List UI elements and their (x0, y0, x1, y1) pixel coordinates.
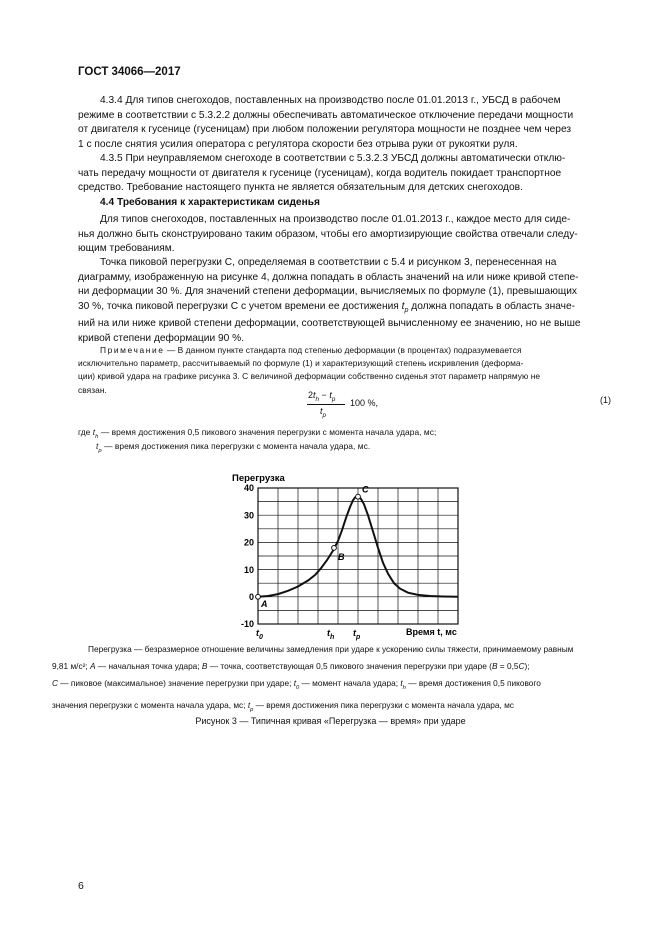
text-run: — время достижения пика перегрузки с момента начала удара, мс (253, 700, 514, 710)
text-run: должна попадать в область значе- (408, 300, 576, 312)
note-line: ции) кривой удара на графике рисунка 3. С величиной деформации собственно сиденья этот параметр напрямую не (78, 371, 541, 382)
point-label-a: A (261, 598, 268, 609)
point-c (356, 494, 361, 499)
symbol-c: С (518, 661, 525, 671)
point-b (332, 545, 337, 550)
x-tick-tp (353, 628, 361, 641)
where-text: — время достижения пика перегрузки с момента начала удара, мс. (101, 441, 371, 451)
y-tick-label: 20 (243, 537, 254, 548)
text-line: нья должно быть сконструировано таким образом, чтобы его амортизирующие свойства отвечали следу- (78, 228, 578, 240)
variable-t: t (401, 300, 405, 312)
text-line: 4.3.4 Для типов снегоходов, поставленных на производство после 01.01.2013 г., УБСД в рабочем (100, 95, 561, 106)
symbol-b: В (201, 661, 208, 671)
where-var: t (96, 441, 99, 451)
legend-line (52, 658, 573, 675)
formula-tail: 100 %, (350, 398, 379, 408)
text-run: = 0,5 (497, 661, 519, 671)
where-prefix: где (78, 427, 93, 437)
text-line: кривой степени деформации 90 %. (78, 332, 245, 344)
text-line: ющим требованиям. (78, 243, 175, 255)
document-header: ГОСТ 34066—2017 (78, 66, 181, 78)
text-line: 1 с после снятия усилия оператора с регулятора скорости без отрыва руки от рукоятки руля. (78, 138, 518, 150)
page-number: 6 (78, 880, 84, 892)
x-tick-var: t (256, 628, 259, 638)
text-run: — точка, соответствующая 0,5 пикового значения перегрузки при ударе ( (207, 661, 492, 671)
text-line: ни деформации 30 %. Для значений степени деформации, вычисляемых по формуле (1), превышающих (78, 286, 578, 298)
text-line: диаграмму, изображенную на рисунке 4, должна попадать в область значений на или ниже кривой степе- (78, 271, 579, 283)
symbol-b: В (491, 661, 498, 671)
chart-grid (258, 488, 458, 624)
x-tick-sub: p (356, 634, 361, 641)
symbol-t: t (293, 678, 296, 688)
symbol-sub: p (250, 707, 254, 713)
y-tick-label: -10 (240, 619, 254, 630)
text-line: Точка пиковой перегрузки С, определяемая в соответствии с 5.4 и рисунком 3, перенесенная на (100, 257, 557, 268)
text-line: Для типов снегоходов, поставленных на производство после 01.01.2013 г., каждое место для сиде- (100, 214, 571, 225)
text-line: от двигателя к гусенице (гусеницам) при любом положении регулятора мощности не позднее чем через (78, 124, 572, 136)
formula-var: t (329, 390, 332, 400)
paragraph-4-4-intro (78, 213, 578, 257)
paragraph-4-4-peak (78, 256, 581, 347)
text-run: — пиковое (максимальное) значение перегрузки при ударе; (58, 678, 294, 688)
y-tick-label: 40 (243, 483, 254, 494)
paragraph-4-3-5 (78, 152, 566, 196)
paragraph-4-3-4 (78, 94, 574, 152)
x-tick-var: t (353, 628, 356, 638)
legend-line: Перегрузка — безразмерное отношение величины замедления при ударе к ускорению силы тяжести, принимаемому равным (88, 644, 574, 654)
symbol-sub: 0 (296, 685, 300, 691)
symbol-t: t (400, 678, 403, 688)
where-var: t (92, 427, 96, 437)
y-tick-labels (241, 483, 254, 629)
y-tick-label: 30 (243, 510, 254, 521)
symbol-a: А (89, 661, 96, 671)
formula-denominator (320, 406, 326, 419)
chart-title: Перегрузка (232, 473, 285, 484)
y-tick-label: 0 (248, 592, 254, 602)
symbol-sub: h (402, 685, 406, 691)
where-sub: h (95, 434, 99, 440)
text-line: ний на или ниже кривой степени деформации, соответствующей вычисленному ее значению, но не выше (78, 318, 581, 330)
text-run: — начальная точка удара; (95, 661, 202, 671)
x-tick-th (327, 628, 334, 641)
symbol-t: t (247, 700, 251, 710)
text-run: — время достижения 0,5 пикового (405, 678, 541, 688)
formula-minus: − (319, 390, 330, 400)
figure-legend (52, 641, 574, 719)
symbol-c: С (52, 678, 58, 688)
text-line (78, 300, 581, 318)
text-line: чать передачу мощности от двигателя к гусенице (гусеницам), когда водитель покидает транспортное (78, 167, 562, 179)
point-label-b: B (338, 551, 345, 562)
formula-numerator (308, 390, 335, 403)
note-label: Примечание (100, 345, 165, 355)
formula-var: t (313, 390, 316, 400)
x-axis-label: Время t, мс (406, 627, 457, 637)
note-line (100, 344, 540, 357)
where-sub: p (98, 448, 102, 454)
text-line: 4.3.5 При неуправляемом снегоходе в соответствии с 5.3.2.3 УБСД должны автоматически отклю- (100, 153, 566, 164)
formula-number: (1) (600, 395, 611, 405)
legend-line (52, 675, 573, 697)
text-run: 30 %, точка пиковой перегрузки С с учетом времени ее достижения (78, 300, 402, 312)
x-tick-sub: 0 (259, 634, 263, 641)
text-run: ); (524, 661, 530, 671)
overload-time-chart (228, 470, 468, 642)
formula-sub: p (331, 396, 336, 403)
fraction-bar (307, 404, 345, 405)
x-tick-t0 (256, 628, 263, 641)
formula-coef: 2 (308, 390, 314, 400)
formula-sub: h (315, 396, 320, 403)
section-heading-4-4: 4.4 Требования к характеристикам сиденья (100, 197, 320, 208)
subscript-p: p (404, 305, 409, 314)
y-tick-label: 10 (243, 564, 254, 575)
text-run: — момент начала удара; (299, 678, 401, 688)
point-a (256, 594, 261, 599)
figure-title: Рисунок 3 — Типичная кривая «Перегрузка — время» при ударе (195, 716, 466, 726)
text-run: значения перегрузки с момента начала удара, мс; (52, 700, 248, 710)
where-tp (96, 440, 370, 458)
text-line: режиме в соответствии с 5.3.2.2 должны обеспечивать автоматическое отключение передачи мощности (78, 109, 574, 121)
x-tick-sub: h (330, 634, 335, 641)
note-line: связан. (78, 384, 107, 395)
formula-var: t (320, 406, 323, 416)
text-run: — В данном пункте стандарта под степенью деформации (в процентах) подразумевается (164, 345, 522, 355)
where-text: — время достижения 0,5 пикового значения перегрузки с момента начала удара, мс; (98, 427, 437, 437)
note-block (78, 344, 541, 397)
point-label-c: C (362, 484, 369, 495)
text-line: средство. Требование настоящего пункта не является обязательным для детских снегоходов. (78, 182, 523, 194)
text-run: 9,81 м/с²; (52, 661, 90, 671)
note-line: исключительно параметр, рассчитываемый по формуле (1) и характеризующий степень искривления (деформа- (78, 358, 524, 369)
x-tick-var: t (327, 628, 330, 638)
formula-sub: p (322, 412, 327, 419)
